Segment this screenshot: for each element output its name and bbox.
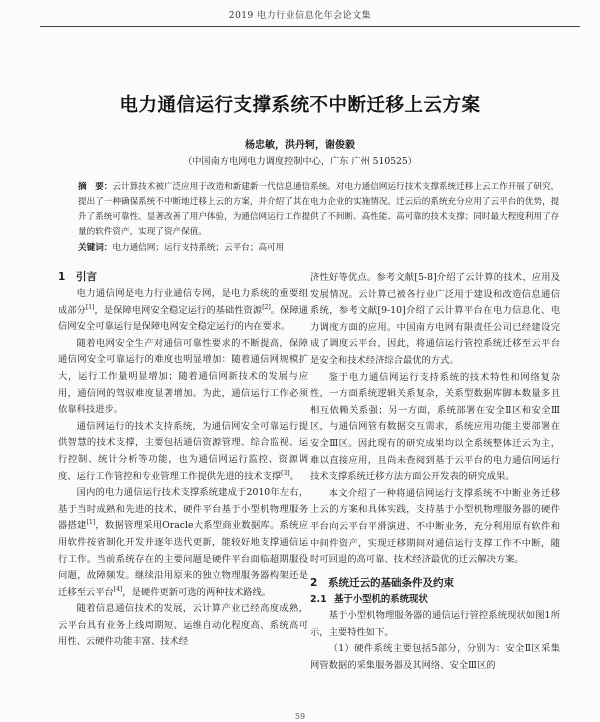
right-column [310, 270, 560, 675]
section-2-1-paragraph-1: 基于小型机物理服务器的通信运行管控系统现状如图1所示，主要特性如下。 [310, 610, 560, 638]
intro-p1-text-b: ，是保障电网安全稳定运行的基础性资源 [94, 304, 263, 316]
paper-title: 电力通信运行支撑系统不中断迁移上云方案 [119, 95, 481, 116]
intro-paragraph-5: 随着信息通信技术的发展，云计算产业已经高度成熟，云平台具有业务上线周期短、运维自动化程度高、系统高可用性、云硬件功能丰富、技术经 [58, 603, 308, 648]
citation-4: [1] [86, 519, 96, 527]
keywords [78, 241, 562, 256]
intro-paragraph-1 [58, 286, 308, 336]
citation-3: [3] [281, 469, 290, 477]
citation-2: [2] [262, 303, 271, 311]
intro-p1-text-c: 。保障通信网安全可靠运行是保障电网安全稳定运行的内在要求。 [58, 304, 308, 333]
keywords-text: 电力通信网；运行支持系统；云平台；高可用 [112, 243, 285, 253]
intro-paragraph-6: 鉴于电力通信网运行支持系统的技术特性和网络复杂性，一方面系统逻辑关系复杂，关系型数据库脚本数量多且相互依赖关系强；另一方面，系统部署在安全Ⅱ区和安全Ⅲ区，与通信网管有数据交互需求，系统应用功能主要部署在安全Ⅲ区。因此现有的研究成果均以全系统整体迁云为主，难以直接应用，且尚未查阅到基于云平台的电力通信网运行技术支撑系统迁移方法方面公开发表的研究成果。 [310, 371, 560, 483]
intro-paragraph-7: 本文介绍了一种将通信网运行支撑系统不中断业务迁移上云的方案和具体实践，支持基于小型机物理服务器的硬件平台向云平台平滑演进、不中断业务，充分利用原有软件和中间件资产，实现迁移期间对通信运行支撑工作不中断，随时可回退的高可靠、技术经济最优的迁云解决方案。 [310, 487, 560, 566]
page-number: 59 [294, 712, 306, 721]
section-2-heading [310, 574, 560, 592]
section-2-title: 系统迁云的基础条件及约束 [328, 576, 454, 589]
paper-affiliation: （中国南方电网电力调度控制中心，广东 广州 510525） [183, 156, 417, 167]
citation-1: [1] [85, 303, 95, 311]
header-rule [40, 26, 580, 27]
section-1-heading [58, 268, 308, 286]
section-2-1-number: 2.1 [310, 593, 327, 605]
abstract-label: 摘 要： [78, 182, 113, 192]
intro-paragraph-3 [58, 419, 308, 485]
section-2-1-heading [310, 592, 560, 609]
left-column [58, 268, 308, 651]
keywords-label: 关键词： [78, 243, 113, 253]
abstract [78, 180, 562, 240]
section-1-number: 1 [58, 271, 66, 283]
intro-p1-text-a: 电力通信网是电力行业通信专网，是电力系统的重要组成部分 [58, 288, 308, 316]
intro-paragraph-5-continued: 济性好等优点。参考文献[5-8]介绍了云计算的技术、应用及发展情况。云计算已被各行业广泛用于建设和改造信息通信系统，参考文献[9-10]介绍了云计算平台在电力信息化、电力调度方面的应用。中国南方电网有限责任公司已经建设完成了调度云平台，因此，将通信运行管控系统迁移至云平台是安全和技术经济综合最优的方式。 [310, 272, 560, 366]
citation-5: [4] [113, 585, 123, 593]
abstract-text: 云计算技术被广泛应用于改造和新建新一代信息通信系统。对电力通信网运行技术支撑系统迁移上云工作开展了研究，提出了一种确保系统不中断地迁移上云的方案，并介绍了其在电力企业的实施情况。迁云后的系统充分应用了云平台的优势，提升了系统可靠性、显著改善了用户体验，为通信网运行工作提供了不间断、高性能、高可靠的技术支撑；同时最大程度利用了存量的软件资产，实现了资产保值。 [78, 182, 560, 237]
section-1-title: 引言 [76, 271, 97, 283]
running-header: 2019 电力行业信息化年会论文集 [228, 11, 372, 21]
section-2-1-title: 基于小型机的系统现状 [334, 593, 428, 605]
paper-authors: 杨忠敏，洪丹轲，谢俊毅 [245, 140, 355, 151]
intro-p4-text-c: ，是硬件更新可选的两种技术路线。 [122, 586, 272, 598]
section-2-1-paragraph-2: （1）硬件系统主要包括5部分，分别为：安全Ⅱ区采集网管数据的采集服务器及其网络、安全Ⅲ区的 [310, 643, 560, 672]
intro-paragraph-2: 随着电网安全生产对通信可靠性要求的不断提高，保障通信网安全可靠运行的难度也明显增加：随着通信网规模扩大，运行工作量明显增加；随着通信网新技术的发展与应用，通信网的驾驭难度显著增加。为此，通信运行工作必须依靠科技进步。 [58, 337, 308, 416]
intro-p4-text-b: ，数据管理采用Oracle大系型商业数据库。系统应用软件按省制化开发并逐年迭代更新，能较好地支撑通信运行工作。当前系统存在的主要问题是硬件平台面临超期服役问题，故障频发。继续沿用原来的独立物理服务器构架还是迁移至云平台 [58, 520, 308, 598]
intro-p3-text-a: 通信网运行的技术支持系统，为通信网安全可靠运行提供智慧的技术支撑，主要包括通信资源管理、综合监视、运行控制、统计分析等功能，也为通信网运行监控、资源调度、运行工作管控和专业管理工作提供先进的技术支撑 [58, 420, 308, 482]
section-2-number: 2 [310, 576, 318, 589]
intro-paragraph-4 [58, 485, 308, 601]
intro-p4-text-a: 国内的电力通信运行技术支撑系统建成于2010年左右，基于当时成熟和先进的技术，硬件平台基于小型机物理服务器搭建 [58, 487, 308, 532]
intro-p3-text-b: 。 [289, 470, 299, 482]
